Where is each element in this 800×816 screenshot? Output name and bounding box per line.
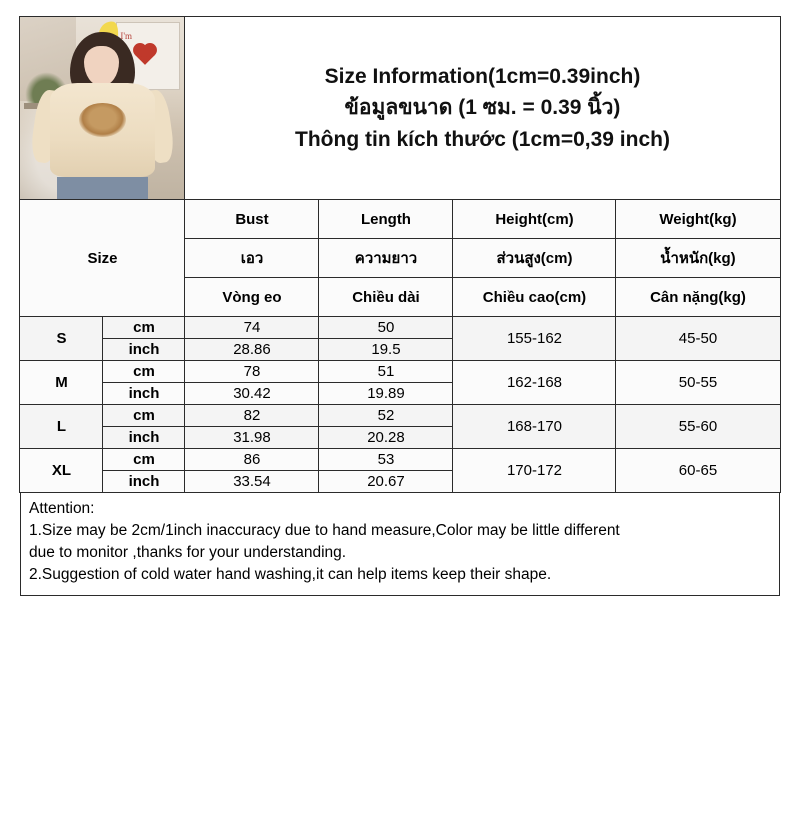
row-size-xl: XL <box>20 449 103 493</box>
attention-line-3: 2.Suggestion of cold water hand washing,it can help items keep their shape. <box>29 565 552 583</box>
header-bust-en: Bust <box>185 200 319 239</box>
row-size-m: M <box>20 361 103 405</box>
title-line-en: Size Information(1cm=0.39inch) <box>324 64 641 88</box>
header-height-vi: Chiều cao(cm) <box>453 278 616 317</box>
header-bust-vi: Vòng eo <box>185 278 319 317</box>
header-height-en: Height(cm) <box>453 200 616 239</box>
header-length-th: ความยาว <box>319 239 453 278</box>
header-length-en: Length <box>319 200 453 239</box>
height-xl: 170-172 <box>453 449 616 493</box>
height-s: 155-162 <box>453 317 616 361</box>
attention-line-2: due to monitor ,thanks for your understanding. <box>29 543 347 561</box>
unit-cm-m: cm <box>103 361 185 383</box>
bust-cm-m: 78 <box>185 361 319 383</box>
unit-inch-xl: inch <box>103 471 185 493</box>
attention-note <box>20 493 780 596</box>
bust-cm-s: 74 <box>185 317 319 339</box>
size-column-header: Size <box>20 200 185 317</box>
header-weight-th: น้ำหนัก(kg) <box>616 239 780 278</box>
length-cm-m: 51 <box>319 361 453 383</box>
table-row <box>20 449 780 471</box>
weight-s: 45-50 <box>616 317 780 361</box>
title-line-vi: Thông tin kích thước (1cm=0,39 inch) <box>295 127 670 151</box>
bust-inch-xl: 33.54 <box>185 471 319 493</box>
table-row <box>20 405 780 427</box>
length-inch-l: 20.28 <box>319 427 453 449</box>
length-inch-xl: 20.67 <box>319 471 453 493</box>
height-l: 168-170 <box>453 405 616 449</box>
length-cm-s: 50 <box>319 317 453 339</box>
header-weight-vi: Cân nặng(kg) <box>616 278 780 317</box>
weight-l: 55-60 <box>616 405 780 449</box>
document-title <box>185 17 780 200</box>
unit-cm-xl: cm <box>103 449 185 471</box>
heart-icon <box>135 45 155 65</box>
table-row <box>20 361 780 383</box>
attention-line-1: 1.Size may be 2cm/1inch inaccuracy due to hand measure,Color may be little different <box>29 521 620 539</box>
attention-heading: Attention: <box>29 500 95 517</box>
column-header-row-en <box>20 200 780 239</box>
unit-inch-l: inch <box>103 427 185 449</box>
length-cm-xl: 53 <box>319 449 453 471</box>
poster-text-1: I'm <box>120 31 132 42</box>
length-inch-m: 19.89 <box>319 383 453 405</box>
length-inch-s: 19.5 <box>319 339 453 361</box>
unit-inch-s: inch <box>103 339 185 361</box>
header-weight-en: Weight(kg) <box>616 200 780 239</box>
bust-inch-s: 28.86 <box>185 339 319 361</box>
bust-cm-l: 82 <box>185 405 319 427</box>
bust-inch-l: 31.98 <box>185 427 319 449</box>
header-bust-th: เอว <box>185 239 319 278</box>
header-length-vi: Chiều dài <box>319 278 453 317</box>
weight-m: 50-55 <box>616 361 780 405</box>
height-m: 162-168 <box>453 361 616 405</box>
size-chart-document <box>0 16 800 816</box>
table-row <box>20 317 780 339</box>
product-photo <box>20 17 185 200</box>
bust-cm-xl: 86 <box>185 449 319 471</box>
title-line-th: ข้อมูลขนาด (1 ซม. = 0.39 นิ้ว) <box>344 96 621 120</box>
length-cm-l: 52 <box>319 405 453 427</box>
weight-xl: 60-65 <box>616 449 780 493</box>
row-size-s: S <box>20 317 103 361</box>
header-height-th: ส่วนสูง(cm) <box>453 239 616 278</box>
unit-cm-l: cm <box>103 405 185 427</box>
unit-inch-m: inch <box>103 383 185 405</box>
table-header-banner-row <box>20 17 780 200</box>
bust-inch-m: 30.42 <box>185 383 319 405</box>
row-size-l: L <box>20 405 103 449</box>
unit-cm-s: cm <box>103 317 185 339</box>
size-table <box>19 16 780 493</box>
